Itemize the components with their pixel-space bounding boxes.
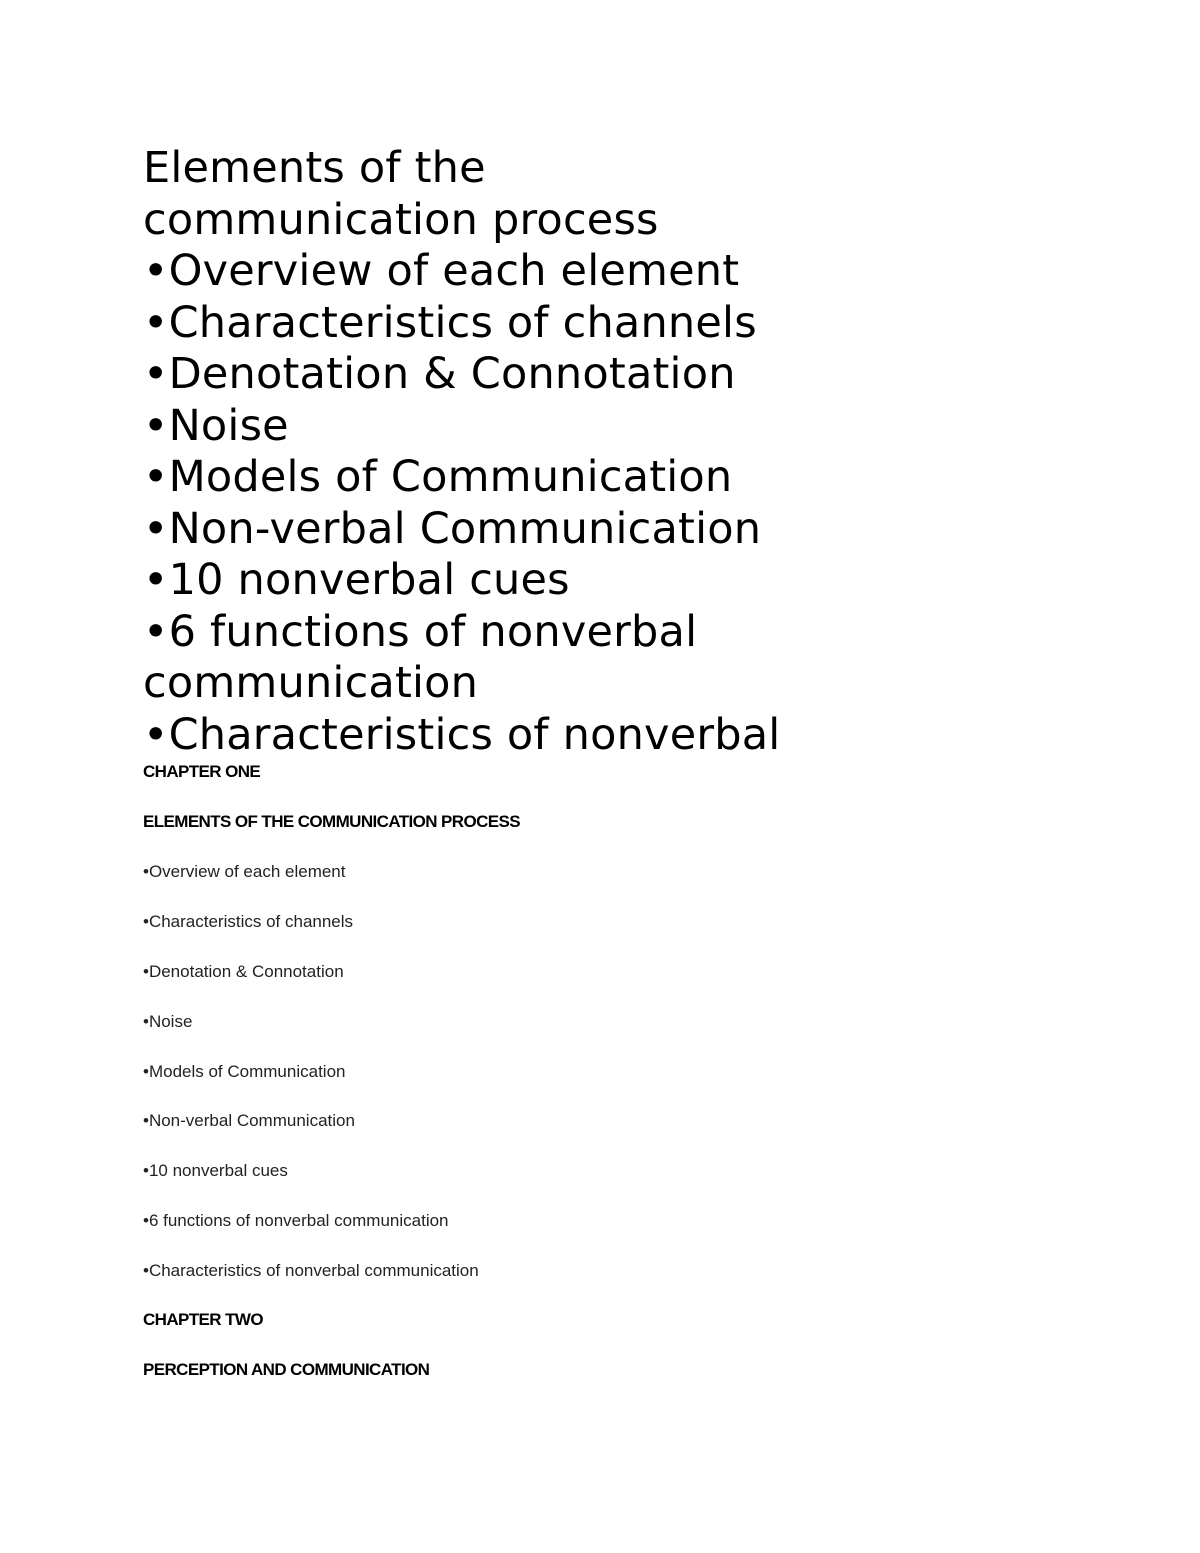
heading-bullet-continuation: communication — [143, 658, 479, 708]
chapter-one-item: •Denotation & Connotation — [143, 962, 344, 981]
heading-title-line-1: Elements of the — [143, 143, 486, 193]
chapter-two-label: CHAPTER TWO — [143, 1310, 263, 1329]
chapter-one-item: •Models of Communication — [143, 1062, 346, 1081]
chapter-one-title: ELEMENTS OF THE COMMUNICATION PROCESS — [143, 812, 520, 831]
chapter-one-item: •Overview of each element — [143, 862, 346, 881]
heading-bullet: •Denotation & Connotation — [143, 349, 736, 399]
heading-bullet: •Models of Communication — [143, 452, 733, 502]
heading-bullet: •Characteristics of nonverbal — [143, 709, 781, 760]
chapter-one-item: •10 nonverbal cues — [143, 1161, 288, 1180]
heading-title-line-2: communication process — [143, 194, 659, 245]
chapter-two-title: PERCEPTION AND COMMUNICATION — [143, 1360, 430, 1379]
chapter-one-label: CHAPTER ONE — [143, 762, 261, 781]
heading-bullet: •10 nonverbal cues — [143, 555, 570, 605]
heading-bullet: •Characteristics of channels — [143, 297, 757, 348]
heading-bullet: •Non-verbal Communication — [143, 503, 762, 554]
chapter-one-item: •Noise — [143, 1012, 193, 1031]
heading-bullet: •Overview of each element — [143, 246, 740, 296]
chapter-one-item: •Characteristics of channels — [143, 912, 354, 931]
heading-bullet: •Noise — [143, 400, 289, 451]
chapter-one-item: •6 functions of nonverbal communication — [143, 1211, 449, 1230]
chapter-one-item: •Non-verbal Communication — [143, 1111, 355, 1130]
large-heading-block — [143, 143, 1043, 761]
heading-bullet: •6 functions of nonverbal — [143, 606, 698, 657]
chapter-one-item: •Characteristics of nonverbal communication — [143, 1261, 479, 1280]
